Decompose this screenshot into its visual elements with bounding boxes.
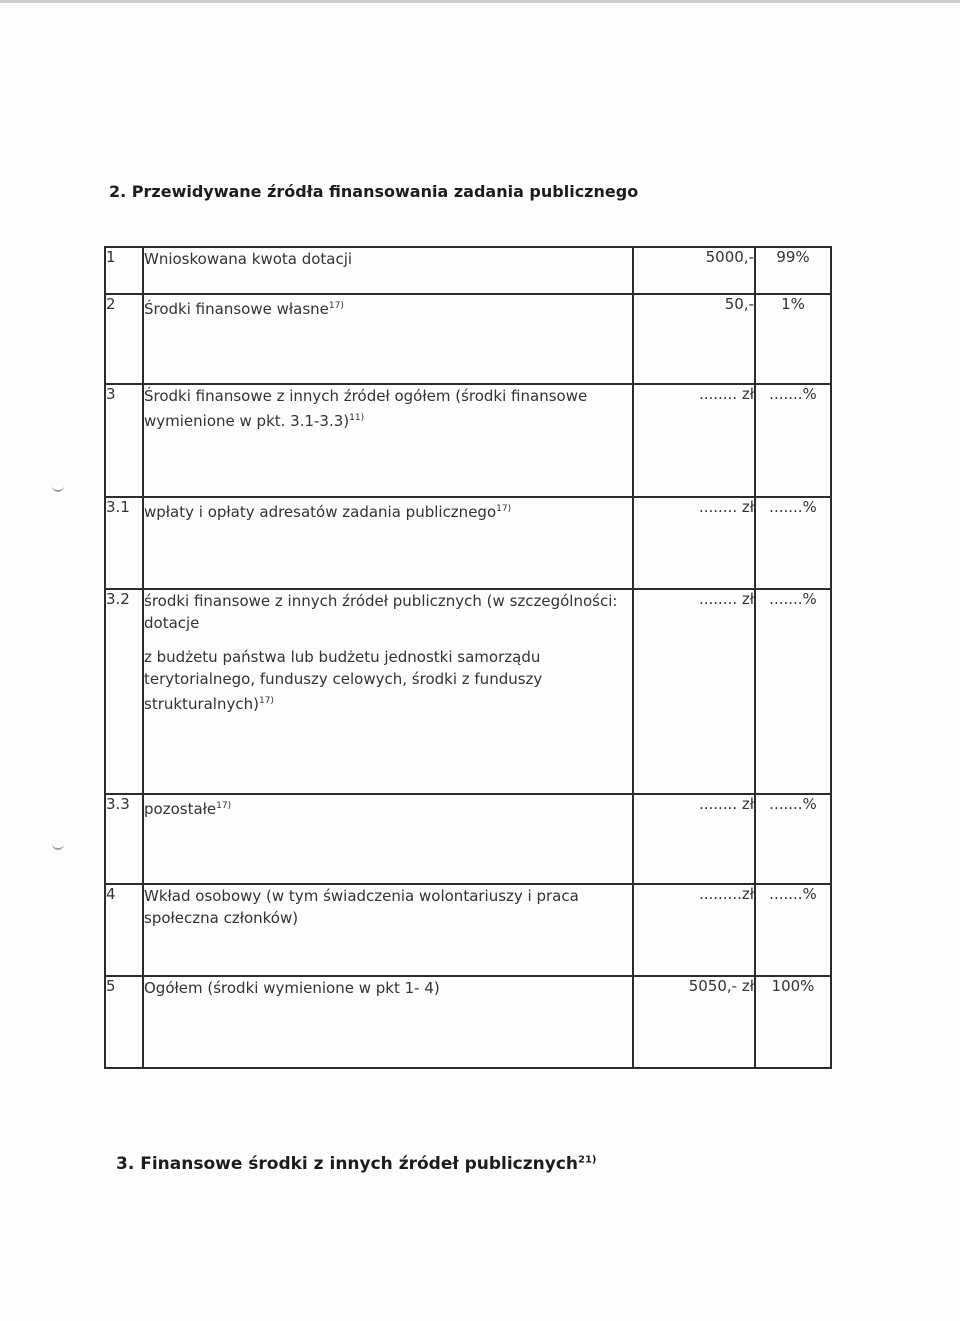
row-description bbox=[143, 247, 633, 294]
row-amount: ........ zł bbox=[633, 589, 755, 794]
row-amount: ........ zł bbox=[633, 384, 755, 497]
section-3-title: 3. Finansowe środki z innych źródeł publicznych bbox=[116, 1154, 579, 1174]
row-description-text: pozostałe bbox=[144, 800, 217, 818]
table-row bbox=[105, 589, 831, 794]
section-2-heading bbox=[109, 182, 638, 201]
funding-sources-table bbox=[104, 246, 832, 1069]
row-description-text: Wkład osobowy (w tym świadczenia wolontariuszy i praca społeczna członków) bbox=[144, 887, 579, 927]
row-amount: ........ zł bbox=[633, 497, 755, 589]
table-row bbox=[105, 497, 831, 589]
row-amount: 5000,- bbox=[633, 247, 755, 294]
punch-hole-mark-lower bbox=[52, 840, 64, 850]
row-number: 3.3 bbox=[105, 794, 143, 884]
row-number: 3.2 bbox=[105, 589, 143, 794]
row-percent: .......% bbox=[755, 589, 831, 794]
row-description-text: Wnioskowana kwota dotacji bbox=[144, 250, 353, 268]
row-amount: 5050,- zł bbox=[633, 976, 755, 1068]
row-percent: .......% bbox=[755, 497, 831, 589]
footnote-ref: 17) bbox=[328, 301, 344, 311]
row-percent: .......% bbox=[755, 794, 831, 884]
table-row bbox=[105, 794, 831, 884]
footnote-ref: 17) bbox=[216, 801, 232, 811]
row-description bbox=[143, 384, 633, 497]
row-description bbox=[143, 294, 633, 384]
table-row bbox=[105, 247, 831, 294]
row-description bbox=[143, 976, 633, 1068]
punch-hole-mark-upper bbox=[52, 482, 64, 492]
row-number: 1 bbox=[105, 247, 143, 294]
row-description-text: wpłaty i opłaty adresatów zadania publicznego bbox=[144, 503, 497, 521]
footnote-ref: 21) bbox=[578, 1154, 597, 1166]
row-percent: 99% bbox=[755, 247, 831, 294]
row-percent: .......% bbox=[755, 384, 831, 497]
row-number: 3.1 bbox=[105, 497, 143, 589]
row-amount: ........ zł bbox=[633, 794, 755, 884]
row-number: 5 bbox=[105, 976, 143, 1068]
row-description-text: środki finansowe z innych źródeł publicznych (w szczególności: dotacje bbox=[144, 592, 618, 632]
section-2-title: 2. Przewidywane źródła finansowania zadania publicznego bbox=[109, 182, 639, 201]
row-description bbox=[143, 884, 633, 976]
footnote-ref: 11) bbox=[349, 413, 365, 423]
row-description bbox=[143, 589, 633, 794]
row-number: 4 bbox=[105, 884, 143, 976]
row-percent: 1% bbox=[755, 294, 831, 384]
row-percent: 100% bbox=[755, 976, 831, 1068]
section-3-heading bbox=[116, 1154, 597, 1174]
row-number: 3 bbox=[105, 384, 143, 497]
table-row bbox=[105, 884, 831, 976]
row-description bbox=[143, 497, 633, 589]
table-row bbox=[105, 294, 831, 384]
row-number: 2 bbox=[105, 294, 143, 384]
table-row bbox=[105, 384, 831, 497]
row-description-text: Środki finansowe własne bbox=[144, 300, 329, 318]
row-amount: 50,- bbox=[633, 294, 755, 384]
row-amount: .........zł bbox=[633, 884, 755, 976]
row-percent: .......% bbox=[755, 884, 831, 976]
row-description-continuation: z budżetu państwa lub budżetu jednostki samorządu terytorialnego, funduszy celowych, środki z funduszy strukturalnych) bbox=[144, 648, 543, 713]
table-row bbox=[105, 976, 831, 1068]
row-description bbox=[143, 794, 633, 884]
footnote-ref: 17) bbox=[496, 504, 512, 514]
row-description-text: Ogółem (środki wymienione w pkt 1- 4) bbox=[144, 979, 440, 997]
row-description-text: Środki finansowe z innych źródeł ogółem (środki finansowe wymienione w pkt. 3.1-3.3) bbox=[144, 387, 588, 430]
footnote-ref: 17) bbox=[258, 696, 274, 706]
scan-top-edge bbox=[0, 0, 960, 3]
